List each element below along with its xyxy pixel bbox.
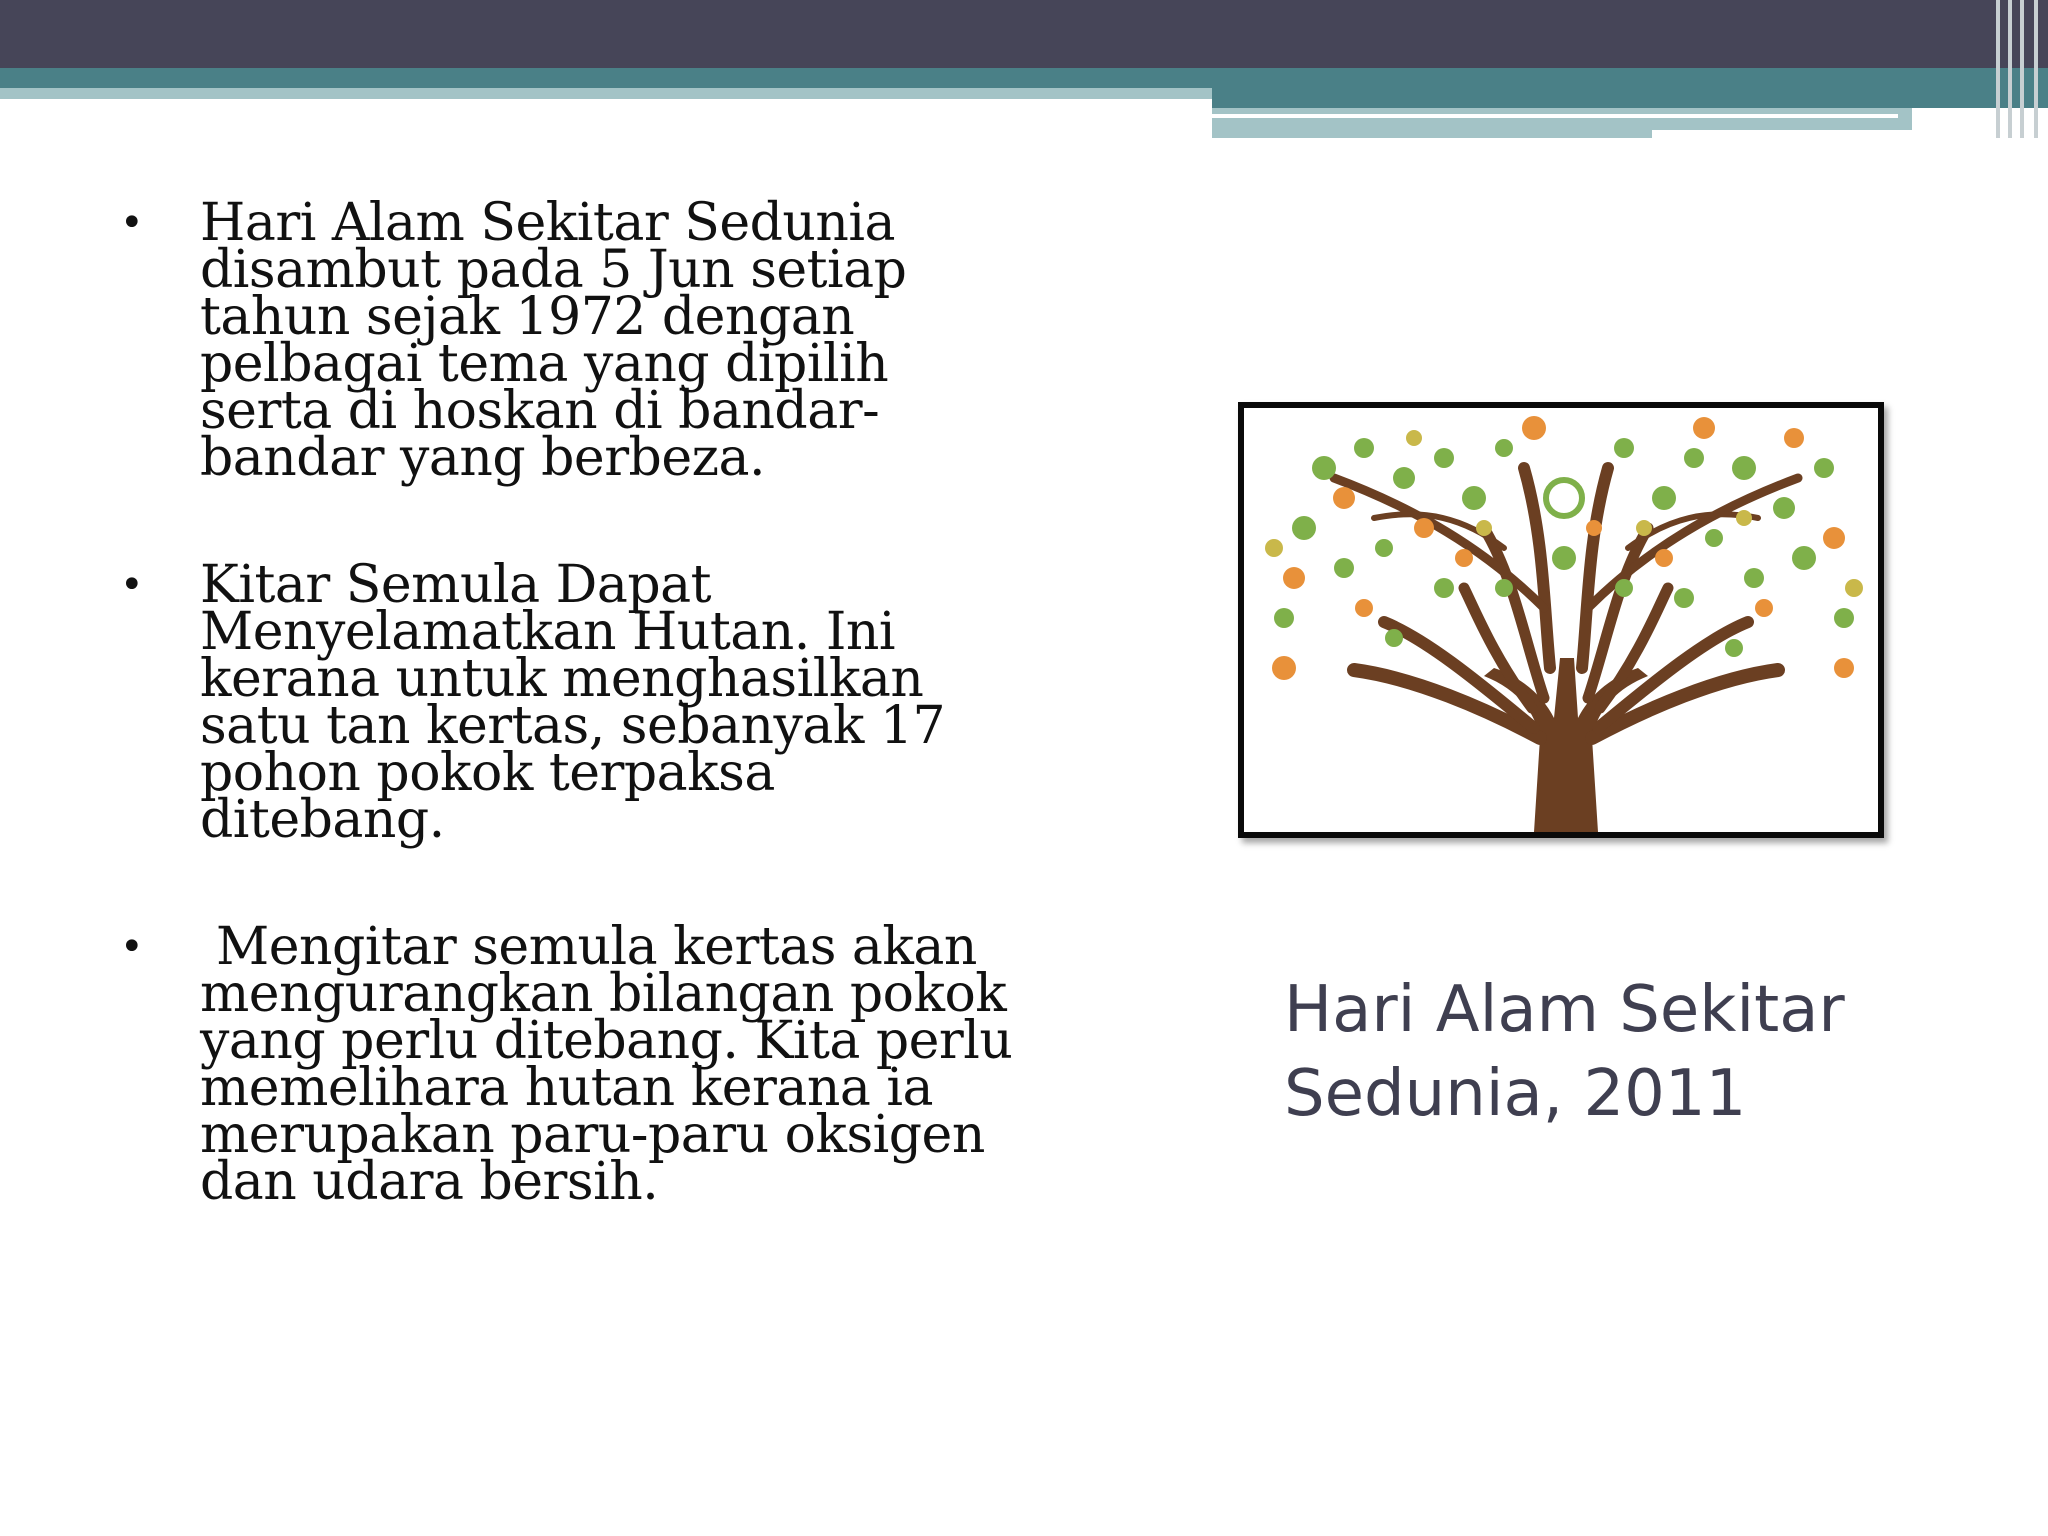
bullet-text: Mengitar semula kertas akan mengurangkan bilangan pokok yang perlu ditebang. Kita perlu memelihara hutan kerana ia merupakan paru-paru oksigen dan udara bersih.	[200, 917, 1029, 1212]
header-teal-band	[0, 68, 2048, 88]
bullet-list	[120, 193, 1029, 1286]
bullet-marker: •	[120, 924, 144, 970]
header-divider-line	[1212, 114, 1898, 118]
bullet-item	[120, 555, 1020, 850]
header-light-band-left	[0, 88, 1212, 99]
bullet-text: Hari Alam Sekitar Sedunia disambut pada 5 Jun setiap tahun sejak 1972 dengan pelbagai tema yang dipilih serta di hoskan di bandar-bandar yang berbeza.	[200, 193, 907, 488]
tree-hands-eco-icon	[1244, 408, 1878, 832]
header-teal-band-right	[1212, 88, 2048, 108]
bullet-text: Kitar Semula Dapat Menyelamatkan Hutan. Ini kerana untuk menghasilkan satu tan kertas, sebanyak 17 pohon pokok terpaksa ditebang.	[200, 555, 946, 850]
bullet-marker: •	[120, 562, 144, 608]
bullet-item	[120, 193, 1020, 488]
header-divider-line-short	[1652, 130, 1922, 138]
slide-caption: Hari Alam Sekitar Sedunia, 2011	[1284, 973, 1845, 1131]
bullet-item	[120, 917, 1029, 1212]
header-edge-stripes	[1994, 0, 2048, 138]
tree-illustration-frame	[1238, 402, 1884, 838]
header-dark-band	[0, 0, 2048, 68]
bullet-marker: •	[120, 200, 144, 246]
